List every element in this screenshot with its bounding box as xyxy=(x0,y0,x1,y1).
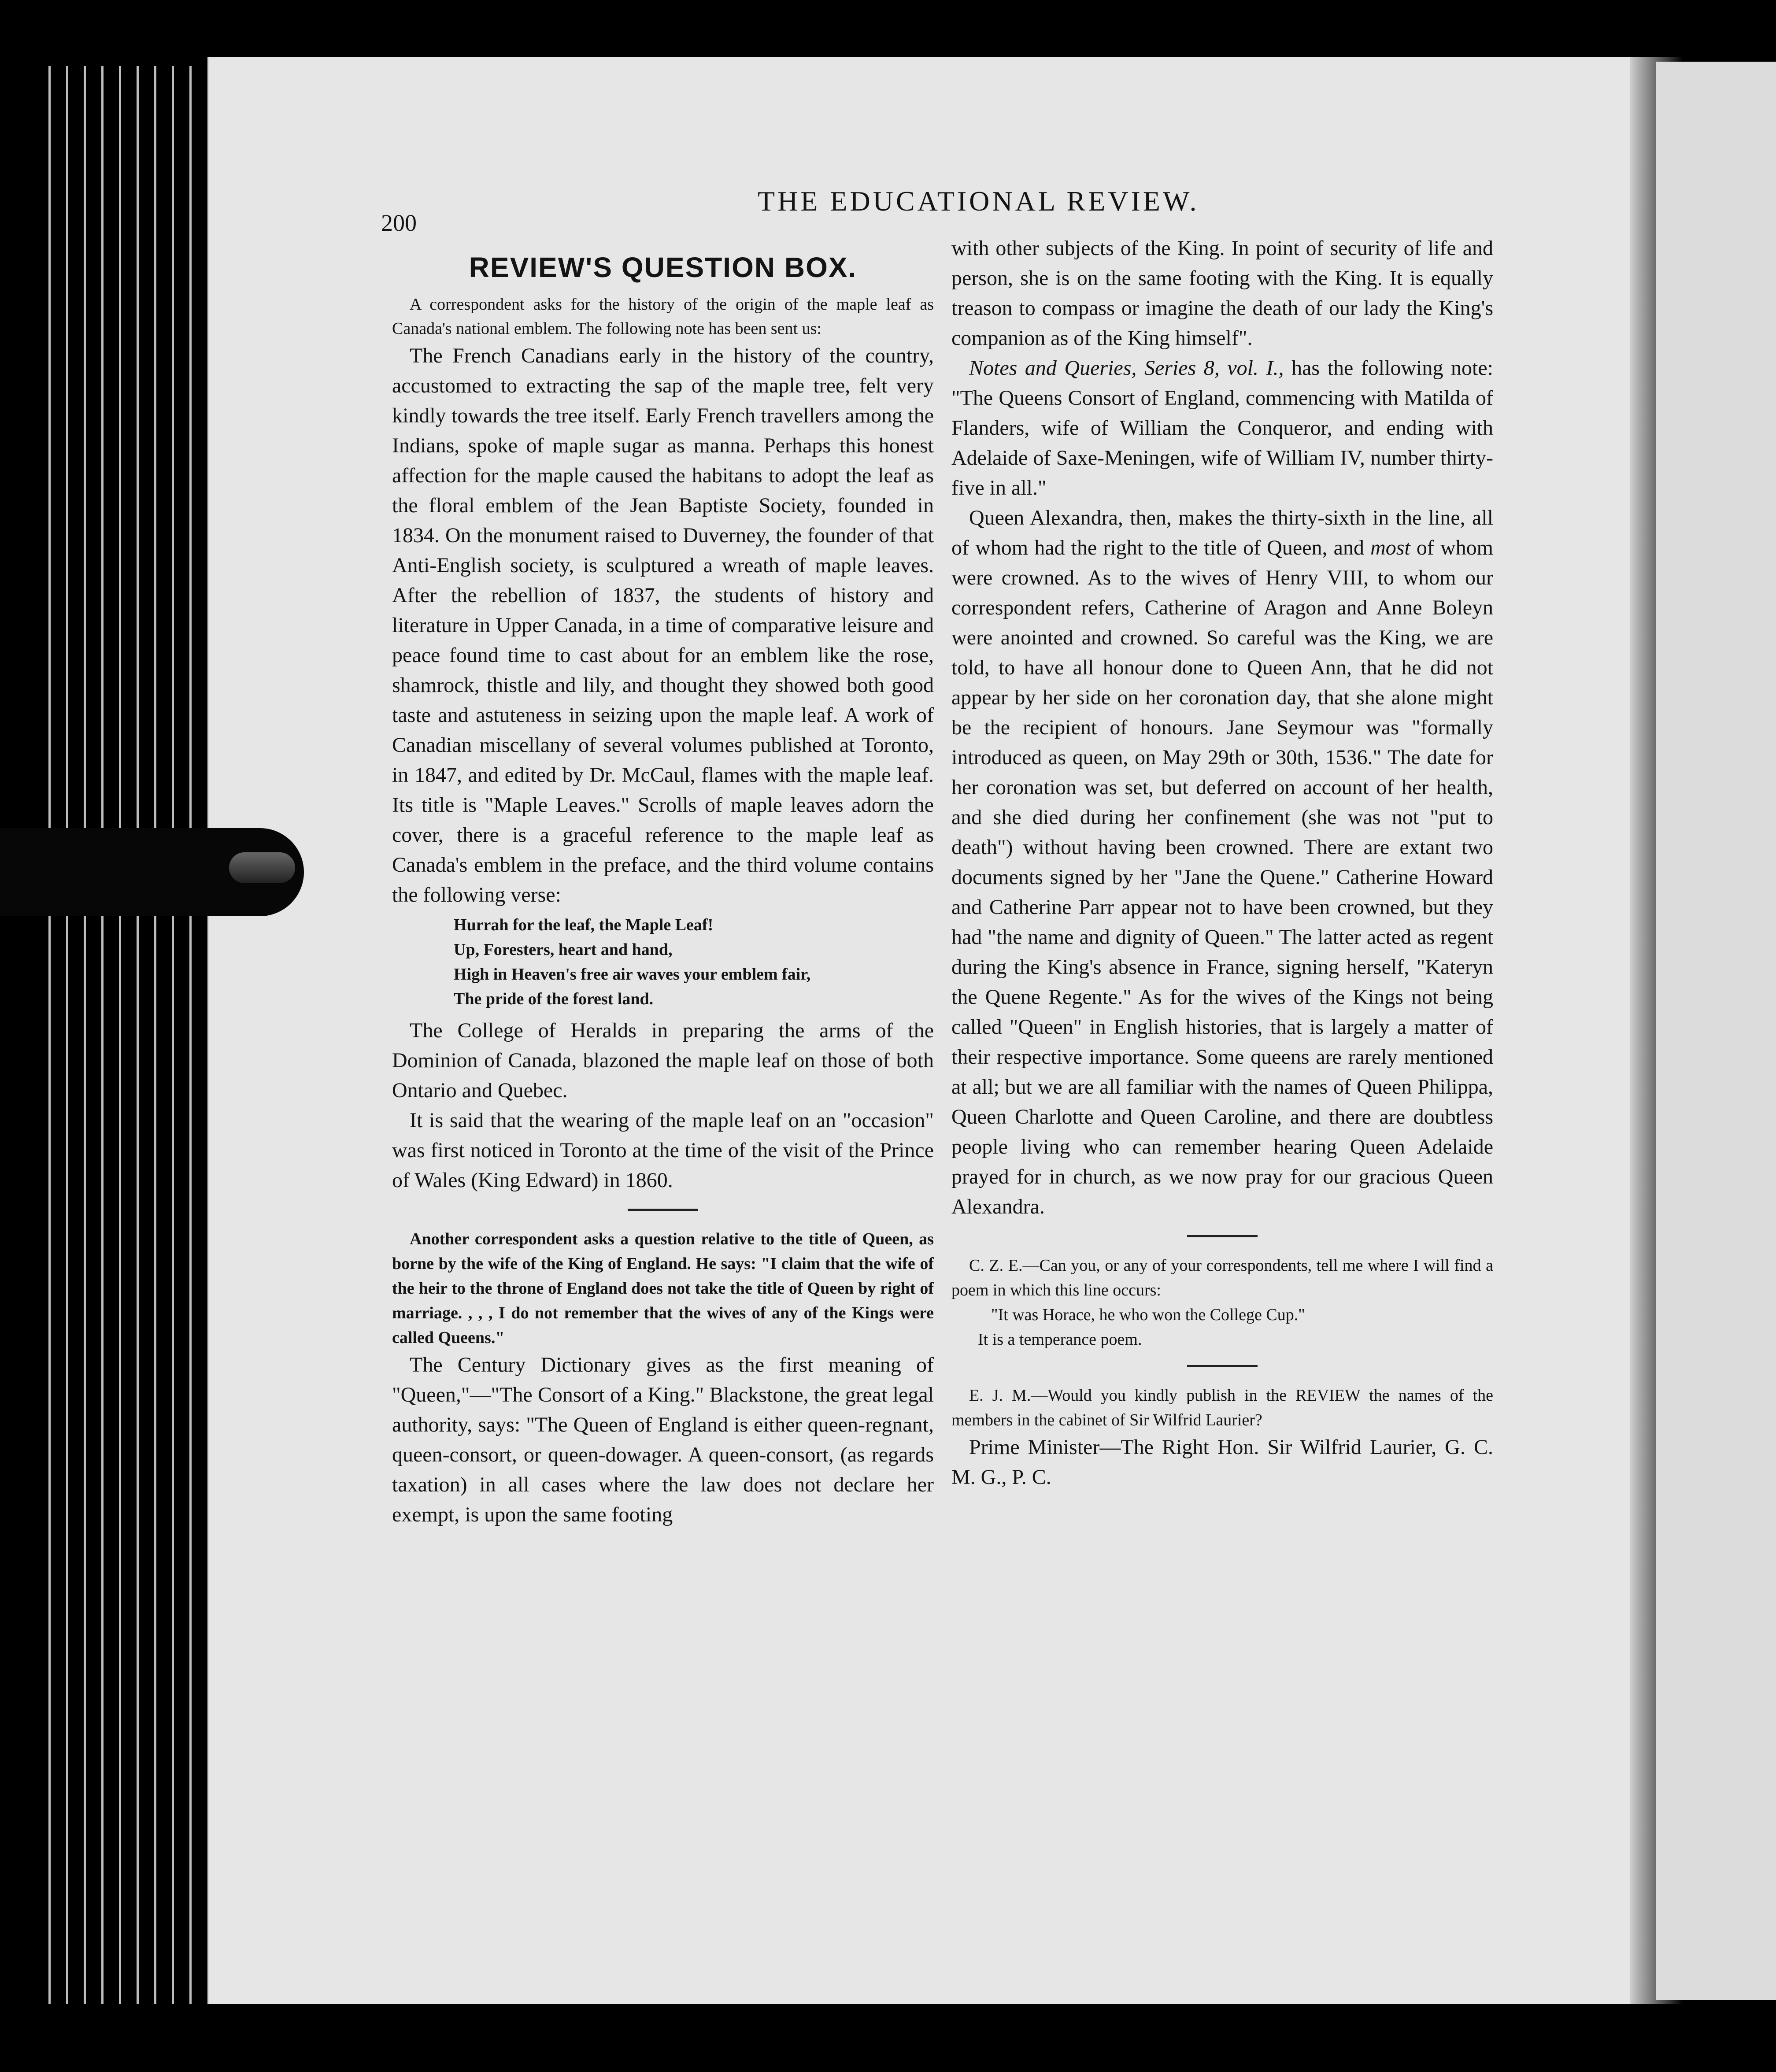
section-divider xyxy=(628,1209,698,1211)
query-note: It is a temperance poem. xyxy=(978,1330,1142,1349)
answer-paragraph-7 xyxy=(951,503,1493,1222)
answer-paragraph-3: It is said that the wearing of the maple leaf on an "occasion" was first noticed in Toronto at the time of the visit of the Prince of Wales (King Edward) in 1860. xyxy=(392,1109,934,1192)
answer-paragraph-1: The French Canadians early in the history of the country, accustomed to extracting the sap of the maple tree, felt very kindly towards the tree itself. Early French travellers among the Indians, spoke of maple sugar as manna. Perhaps this honest affection for the maple caused the habitans to adopt the leaf as the floral emblem of the Jean Baptiste Society, founded in 1834. On the monument raised to Duverney, the founder of that Anti-English society, is sculptured a wreath of maple leaves. After the rebellion of 1837, the students of history and literature in Upper Canada, in a time of comparative leisure and peace found time to cast about for an emblem like the rose, shamrock, thistle and lily, and thought they showed both good taste and astuteness in seizing upon the maple leaf. A work of Canadian miscellany of several volumes published at Toronto, in 1847, and edited by Dr. McCaul, flames with the maple leaf. Its title is "Maple Leaves." Scrolls of maple leaves adorn the cover, there is a graceful reference to the maple leaf as Canada's emblem in the preface, and the third volume contains the following verse: xyxy=(392,344,934,906)
quoted-poem-line: "It was Horace, he who won the College Cup." xyxy=(991,1306,1305,1324)
answer-paragraph-2: The College of Heralds in preparing the arms of the Dominion of Canada, blazoned the maple leaf on those of both Ontario and Quebec. xyxy=(392,1019,934,1102)
fourth-answer: Prime Minister—The Right Hon. Sir Wilfrid Laurier, G. C. M. G., P. C. xyxy=(951,1436,1493,1489)
fourth-query: E. J. M.—Would you kindly publish in the REVIEW the names of the members in the cabinet of Sir Wilfrid Laurier? xyxy=(951,1386,1493,1429)
citation-rest: has the following note: "The Queens Consort of England, commencing with Matilda of Flanders, wife of William the Conqueror, and ending with Adelaide of Saxe-Meningen, wife of William IV, number thirty-five in all." xyxy=(951,356,1494,500)
answer-paragraph-4: The Century Dictionary gives as the first meaning of "Queen,"—"The Consort of a King." Blackstone, the great legal authority, says: "The Queen of England is either queen-regnant, queen-consort, or queen-dowager. A queen-consort, (as regards taxation) in all cases where the law does not declare her exempt, is upon the same footing xyxy=(392,1353,934,1526)
left-column xyxy=(392,233,934,1530)
facing-page-edge xyxy=(1656,62,1776,2000)
verse-line: High in Heaven's free air waves your emblem fair, xyxy=(454,965,811,984)
answer-paragraph-6 xyxy=(951,353,1493,503)
verse-line: Up, Foresters, heart and hand, xyxy=(454,940,673,959)
right-column xyxy=(951,233,1493,1492)
verse-line: The pride of the forest land. xyxy=(454,990,654,1008)
verse-block xyxy=(454,913,934,1011)
section-divider xyxy=(1187,1365,1258,1367)
book-page-edges xyxy=(48,66,220,2004)
emphasis-text: most xyxy=(1370,536,1410,559)
text-span: of whom were crowned. As to the wives of Henry VIII, to whom our correspondent refers, Catherine of Aragon and Anne Boleyn were anointed and crowned. So careful was the King, we are told, to have all honour done to Queen Ann, that he did not appear by her side on her coronation day, that she alone might be the recipient of honours. Jane Seymour was "formally introduced as queen, on May 29th or 30th, 1536." The date for her coronation was set, but deferred on account of her health, and she died during her confinement (she was not "put to death") without having been crowned. There are extant two documents signed by her "Jane the Quene." Catherine Howard and Catherine Parr appear not to have been crowned, but they had "the name and dignity of Queen." The latter acted as regent during the King's absence in France, signing herself, "Kateryn the Quene Regente." As for the wives of the Kings not being called "Queen" in English histories, that is largely a matter of their respective importance. Some queens are rarely mentioned at all; but we are all familiar with the names of Queen Philippa, Queen Charlotte and Queen Caroline, and there are doubtless people living who can remember hearing Queen Adelaide prayed for in church, as we now pray for our gracious Queen Alexandra. xyxy=(951,536,1494,1218)
third-query: C. Z. E.—Can you, or any of your correspondents, tell me where I will find a poem in which this line occurs: xyxy=(951,1256,1493,1299)
verse-line: Hurrah for the leaf, the Maple Leaf! xyxy=(454,916,714,934)
intro-query: A correspondent asks for the history of the origin of the maple leaf as Canada's national emblem. The following note has been sent us: xyxy=(392,295,934,338)
section-divider xyxy=(1187,1235,1258,1237)
text-span: Queen Alexandra, then, makes the thirty-sixth in the line, all of whom had the right to the title of Queen, and xyxy=(951,506,1493,559)
section-title: REVIEW'S QUESTION BOX. xyxy=(469,252,857,283)
thumb-nail xyxy=(229,852,295,883)
second-query: Another correspondent asks a question relative to the title of Queen, as borne by the wife of the King of England. He says: "I claim that the wife of the heir to the throne of England does not take the title of Queen by right of marriage. , , , I do not remember that the wives of any of the Kings were called Queens." xyxy=(392,1230,934,1347)
journal-header: THE EDUCATIONAL REVIEW. xyxy=(758,185,1199,217)
answer-paragraph-5: with other subjects of the King. In point of security of life and person, she is on the same footing with the King. It is equally treason to compass or imagine the death of our lady the King's companion as of the King himself". xyxy=(951,237,1493,350)
citation-italic: Notes and Queries, Series 8, vol. I., xyxy=(969,356,1284,380)
page-number: 200 xyxy=(381,210,417,236)
